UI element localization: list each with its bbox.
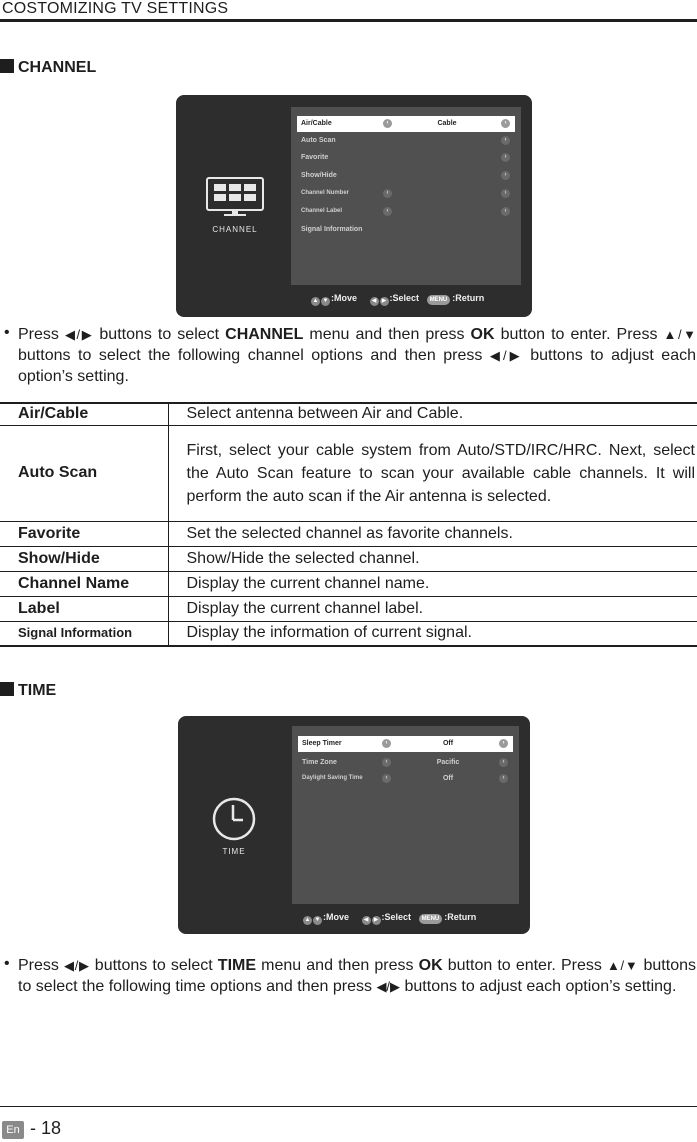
- time-menu-screenshot: [178, 716, 530, 934]
- chevron-right-icon: ›: [499, 758, 508, 767]
- table-row: Air/Cable Select antenna between Air and Cable.: [0, 403, 697, 425]
- bullet: •: [4, 324, 10, 341]
- right-icon: ▶: [380, 297, 389, 306]
- key-legend: ▲ ▼ :Move ◀ ▶ :Select MENU :Return: [312, 293, 485, 304]
- table-row: Label Display the current channel label.: [0, 596, 697, 621]
- menu-row[interactable]: Sleep Timer ‹ Off ›: [298, 736, 513, 752]
- bullet: •: [4, 955, 10, 972]
- table-row: Auto Scan First, select your cable system from Auto/STD/IRC/HRC. Next, select the Auto Scan feature to scan your available cable channels. It will perform the auto scan if the Air antenna is selected.: [0, 425, 697, 521]
- down-icon: ▼: [314, 917, 321, 923]
- up-icon: ▲: [304, 917, 311, 923]
- channel-instruction: Press ◀/▶ buttons to select CHANNEL menu and then press OK button to enter. Press ▲/▼ buttons to select the following channel options and then press ◀/▶ buttons to adjust each option’s setting.: [18, 326, 697, 385]
- menu-key-icon: MENU: [427, 295, 451, 305]
- chevron-left-icon: ‹: [382, 758, 391, 767]
- menu-key-icon: MENU: [419, 914, 443, 924]
- section-marker-icon: [0, 682, 14, 696]
- menu-row[interactable]: Favorite ›: [297, 150, 515, 166]
- chevron-right-icon: ›: [501, 171, 510, 180]
- chevron-left-icon: ‹: [383, 119, 392, 128]
- menu-panel: [292, 726, 519, 904]
- left-icon: ◀: [370, 297, 379, 306]
- footer-divider: [0, 1106, 697, 1107]
- up-down-arrows-icon: ▲/▼: [663, 327, 697, 342]
- chevron-left-icon: ‹: [383, 207, 392, 216]
- language-badge: En: [2, 1121, 24, 1139]
- table-row: Channel Name Display the current channel name.: [0, 571, 697, 596]
- channel-menu-screenshot: [176, 95, 532, 317]
- down-icon: ▼: [322, 298, 329, 304]
- left-right-arrows-icon: ◀/▶: [376, 979, 401, 994]
- chevron-left-icon: ‹: [383, 189, 392, 198]
- chevron-left-icon: ‹: [382, 774, 391, 783]
- channel-section-title: CHANNEL: [0, 59, 96, 77]
- tv-screen-label: TIME: [222, 847, 246, 856]
- chevron-right-icon: ›: [501, 119, 510, 128]
- table-row: Signal Information Display the information of current signal.: [0, 621, 697, 646]
- menu-row[interactable]: Channel Label ‹ ›: [297, 204, 515, 220]
- chevron-left-icon: ‹: [382, 739, 391, 748]
- left-right-arrows-icon: ◀/▶: [64, 958, 90, 973]
- page-title: COSTOMIZING TV SETTINGS: [2, 0, 229, 17]
- menu-row[interactable]: Show/Hide ›: [297, 168, 515, 184]
- section-marker-icon: [0, 59, 14, 73]
- left-right-arrows-icon: ◀/▶: [489, 348, 523, 363]
- menu-row[interactable]: Channel Number ‹ ›: [297, 186, 515, 202]
- tv-channel-icon: [206, 177, 264, 217]
- time-instruction: Press ◀/▶ buttons to select TIME menu and then press OK button to enter. Press ▲/▼ buttons to select the following time options and then press ◀/▶ buttons to adjust each option’s setting.: [18, 957, 696, 995]
- chevron-right-icon: ›: [499, 774, 508, 783]
- up-icon: ▲: [312, 298, 319, 304]
- left-right-arrows-icon: ◀/▶: [64, 327, 94, 342]
- chevron-right-icon: ›: [499, 739, 508, 748]
- right-icon: ▶: [372, 916, 381, 925]
- menu-panel: [291, 107, 521, 285]
- page-number: - 18: [30, 1118, 62, 1138]
- menu-row[interactable]: Time Zone ‹ Pacific ›: [298, 755, 513, 771]
- chevron-right-icon: ›: [501, 153, 510, 162]
- menu-row[interactable]: Air/Cable ‹ Cable ›: [297, 116, 515, 132]
- chevron-right-icon: ›: [501, 136, 510, 145]
- tv-screen-label: CHANNEL: [212, 225, 258, 234]
- table-row: Show/Hide Show/Hide the selected channel.: [0, 546, 697, 571]
- menu-row[interactable]: Auto Scan ›: [297, 133, 515, 149]
- chevron-right-icon: ›: [501, 207, 510, 216]
- time-section-title: TIME: [0, 682, 56, 700]
- key-legend: ▲ ▼ :Move ◀ ▶ :Select MENU :Return: [304, 912, 477, 923]
- page-header: [0, 0, 697, 22]
- menu-row[interactable]: Signal Information: [301, 226, 363, 233]
- table-row: Favorite Set the selected channel as favorite channels.: [0, 521, 697, 546]
- up-down-arrows-icon: ▲/▼: [607, 958, 639, 973]
- channel-options-table: [0, 402, 697, 647]
- chevron-right-icon: ›: [501, 189, 510, 198]
- left-icon: ◀: [362, 916, 371, 925]
- clock-icon: [211, 796, 257, 842]
- menu-row[interactable]: Daylight Saving Time ‹ Off ›: [298, 771, 513, 787]
